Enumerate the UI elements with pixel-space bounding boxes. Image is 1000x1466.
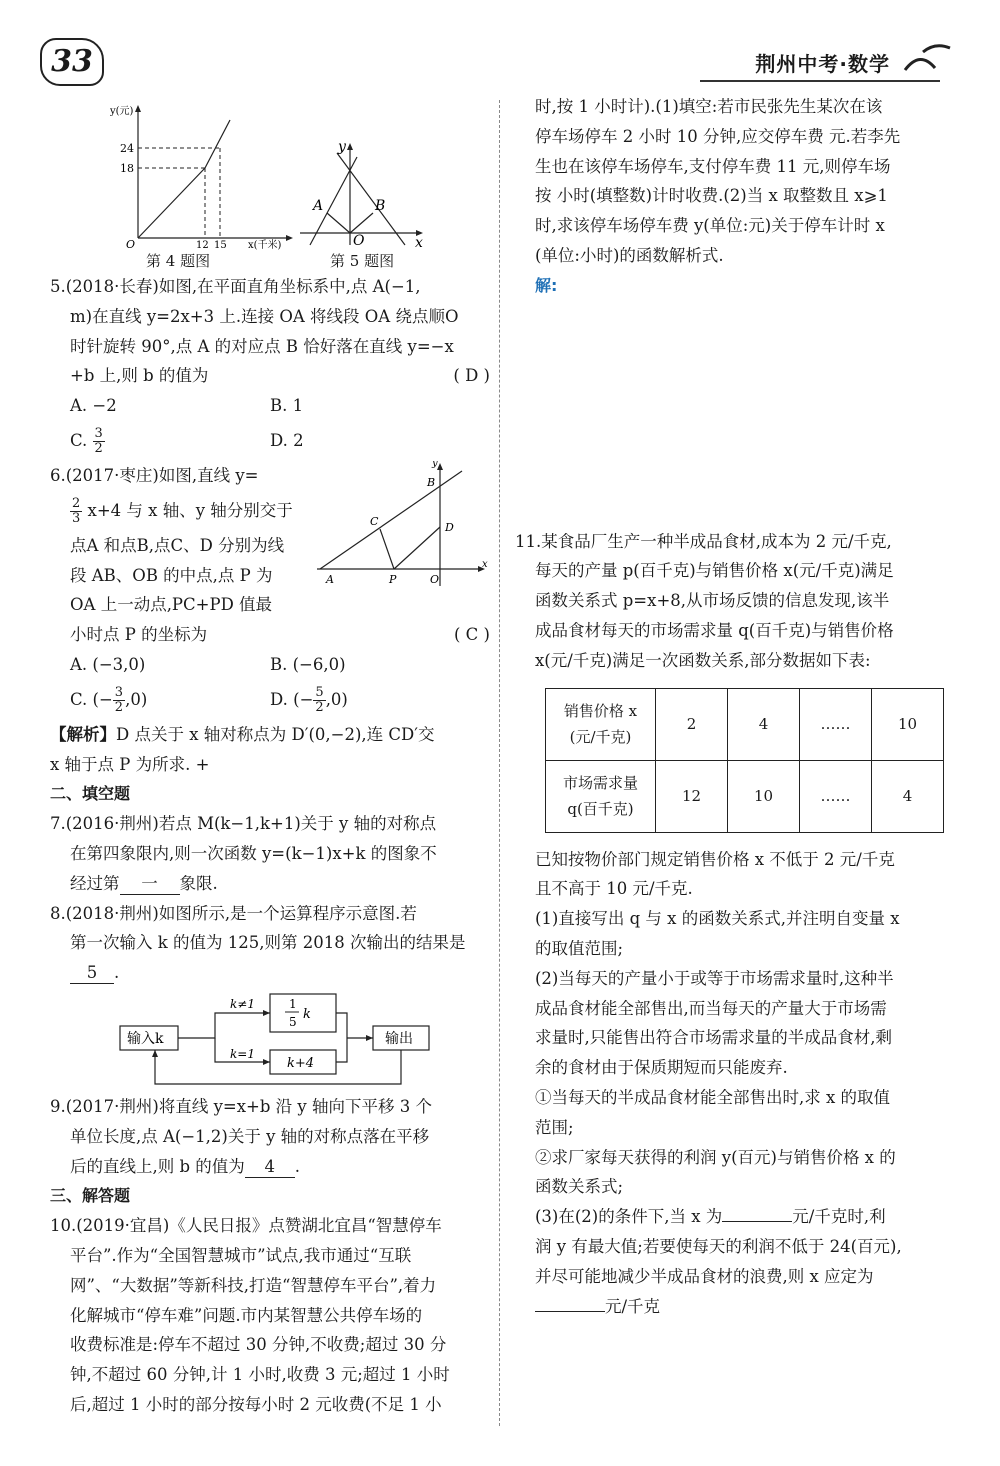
q10-right-line-2: 停车场停车 2 小时 10 分钟,应交停车费 元.若李先 <box>535 126 901 146</box>
q10-line-3: 网”、“大数据”等新科技,打造“智慧停车平台”,着力 <box>70 1275 437 1295</box>
fig4-x-tick-15: 15 <box>214 240 227 250</box>
q11-q3-line-2: 润 y 有最大值;若要使每天的利润不低于 24(百元), <box>535 1236 902 1256</box>
q6-line-2: $\frac{2}{3}$ x+4 与 x 轴、y 轴分别交于 <box>72 495 293 526</box>
q6-option-a: A. (−3,0) <box>70 654 146 674</box>
fig8-cond-neq: k≠1 <box>230 996 255 1011</box>
figure-6 <box>312 461 492 601</box>
table-cell: …… <box>800 688 872 760</box>
q5-line-1: 5.(2018·长春)如图,在平面直角坐标系中,点 A(−1, <box>50 277 421 296</box>
q10-right-line-1: 时,按 1 小时计).(1)填空:若市民张先生某次在该 <box>535 97 883 116</box>
fig8-box1-num: 1 <box>289 996 297 1011</box>
fig6-point-d: D <box>445 520 454 534</box>
q11-q3-line-4: 元/千克 <box>515 1292 955 1322</box>
q11-after-8: 余的食材由于保质期短而只能废弃. <box>535 1058 788 1078</box>
question-11 <box>515 527 955 1322</box>
fig8-input-box: 输入k <box>127 1030 164 1047</box>
fig5-y-label: y <box>338 139 346 155</box>
q7-answer: 一 <box>120 874 180 895</box>
bird-icon <box>895 40 955 80</box>
fig4-caption: 第 4 题图 <box>146 252 211 270</box>
fig6-y-label: y <box>432 460 438 469</box>
question-9 <box>50 1092 490 1181</box>
right-column <box>515 92 955 1321</box>
q5-option-c-fraction: $\frac{3}{2}$ <box>94 425 103 456</box>
q5-line-3: 时针旋转 90°,点 A 的对应点 B 恰好落在直线 y=−x <box>70 336 454 356</box>
q10-answer-space[interactable] <box>515 301 955 527</box>
fig8-output-box: 输出 <box>385 1030 413 1047</box>
q11-after-10: 范围; <box>535 1117 574 1137</box>
q5-line-2: m)在直线 y=2x+3 上.连接 OA 将线段 OA 绕点顺O <box>70 306 459 326</box>
header-title: 荆州中考·数学 <box>755 52 890 76</box>
table-cell: …… <box>800 760 872 832</box>
q5-option-d: D. 2 <box>270 430 304 450</box>
question-5 <box>50 272 490 461</box>
q11-after-6: 成品食材能全部售出,而当每天的产量大于市场需 <box>535 998 887 1018</box>
q6-line-6-text: 小时点 P 的坐标为 <box>70 625 208 645</box>
q11-after-1: 已知按物价部门规定销售价格 x 不低于 2 元/千克 <box>535 849 895 869</box>
q7-line-1: 7.(2016·荆州)若点 M(k−1,k+1)关于 y 轴的对称点 <box>50 814 437 834</box>
q6-option-d: D. (− $\frac{5}{2}$ ,0) <box>270 684 348 715</box>
q11-line-3: 函数关系式 p=x+8,从市场反馈的信息发现,该半 <box>535 591 890 611</box>
fig6-x-label: x <box>482 558 488 570</box>
fig5-origin: O <box>353 233 365 249</box>
column-divider <box>499 100 500 1426</box>
fig8-box2: k+4 <box>287 1055 315 1071</box>
q5-options-row-2 <box>50 421 490 461</box>
q11-after-3: (1)直接写出 q 与 x 的函数关系式,并注明自变量 x <box>535 909 900 929</box>
q10-line-7: 后,超过 1 小时的部分按每小时 2 元收费(不足 1 小 <box>70 1394 442 1414</box>
q6-analysis-line-1: 【解析】D 点关于 x 轴对称点为 D′(0,−2),连 CD′交 <box>50 724 435 744</box>
q8-answer: 5 <box>70 963 114 984</box>
question-7 <box>50 809 490 898</box>
q6-line-6 <box>50 620 490 650</box>
fig8-cond-eq: k=1 <box>230 1046 255 1061</box>
fig6-point-p: P <box>389 572 397 586</box>
fig6-origin: O <box>430 572 440 586</box>
table-cell: 12 <box>656 760 728 832</box>
fig8-box1-den: 5 <box>289 1014 297 1029</box>
q6-option-b: B. (−6,0) <box>270 654 346 674</box>
q6-line-4: 段 AB、OB 的中点,点 P 为 <box>70 565 273 585</box>
q11-q3-blank-1[interactable] <box>722 1221 792 1222</box>
question-10-left <box>50 1211 490 1420</box>
q9-line-3: 后的直线上,则 b 的值为 4 . <box>70 1156 301 1176</box>
fig6-point-b: B <box>427 475 436 489</box>
q11-after-2: 且不高于 10 元/千克. <box>535 879 693 899</box>
q8-line-1: 8.(2018·荆州)如图所示,是一个运算程序示意图.若 <box>50 903 417 923</box>
table-cell: 2 <box>656 688 728 760</box>
q5-option-b: B. 1 <box>270 396 304 416</box>
q11-line-1: 11.某食品厂生产一种半成品食材,成本为 2 元/千克, <box>515 531 892 551</box>
q6-line-3: 点A 和点B,点C、D 分别为线 <box>70 535 285 555</box>
q11-data-table <box>545 688 944 833</box>
table-cell: 10 <box>728 760 800 832</box>
q6-line-1: 6.(2017·枣庄)如图,直线 y= <box>50 465 259 485</box>
table-row-header-demand: 市场需求量 q(百千克) <box>546 760 656 832</box>
q6-fraction: $\frac{2}{3}$ <box>72 495 81 526</box>
q10-solution-label: 解: <box>535 275 558 295</box>
fig4-y-tick-18: 18 <box>120 162 134 175</box>
fig8-box1-var: k <box>303 1006 311 1022</box>
q7-line-2: 在第四象限内,则一次函数 y=(k−1)x+k 的图象不 <box>70 843 437 863</box>
q11-q3-line-3: 并尽可能地减少半成品食材的浪费,则 x 应定为 <box>535 1266 874 1286</box>
table-cell: 4 <box>872 760 944 832</box>
q11-after-12: 函数关系式; <box>535 1177 624 1197</box>
q6-options-row-1 <box>50 650 490 680</box>
fig5-point-a: A <box>313 198 324 214</box>
q10-line-1: 10.(2019·宜昌)《人民日报》点赞湖北宜昌“智慧停车 <box>50 1216 442 1236</box>
header-rule <box>700 80 940 82</box>
q5-options-row-1 <box>50 391 490 421</box>
q11-q3-line-1: (3)在(2)的条件下,当 x 为 元/千克时,利 <box>535 1207 886 1227</box>
q9-line-1: 9.(2017·荆州)将直线 y=x+b 沿 y 轴向下平移 3 个 <box>50 1096 432 1116</box>
left-column <box>50 100 490 1420</box>
fig4-y-tick-24: 24 <box>120 142 134 155</box>
q11-q3-blank-2[interactable] <box>535 1311 605 1312</box>
q10-line-5: 收费标准是:停车不超过 30 分钟,不收费;超过 30 分 <box>70 1335 447 1355</box>
fig4-x-label: x(千米) <box>248 240 282 250</box>
question-8 <box>50 899 490 1092</box>
fig6-point-c: C <box>370 514 379 528</box>
q5-option-c: C. $\frac{3}{2}$ <box>70 425 103 456</box>
q8-line-3: 5 . <box>50 958 490 988</box>
q5-line-4 <box>50 361 490 391</box>
fig5-x-label: x <box>415 235 423 250</box>
q9-answer: 4 <box>245 1157 295 1178</box>
fig4-y-label: y(元) <box>110 106 134 117</box>
q6-option-c: C. (− $\frac{3}{2}$ ,0) <box>70 684 148 715</box>
q10-right-line-5: 时,求该停车场停车费 y(单位:元)关于停车计时 x <box>535 216 885 236</box>
q6-options-row-2 <box>50 680 490 720</box>
question-10-right <box>515 92 955 527</box>
page-number: 33 <box>40 38 104 86</box>
q11-line-2: 每天的产量 p(百千克)与销售价格 x(元/千克)满足 <box>535 561 894 581</box>
section-solve: 三、解答题 <box>50 1186 131 1206</box>
table-row <box>546 688 944 760</box>
figure-4 <box>110 100 300 250</box>
q10-right-line-3: 生也在该停车场停车,支付停车费 11 元,则停车场 <box>535 156 891 176</box>
q9-line-2: 单位长度,点 A(−1,2)关于 y 轴的对称点落在平移 <box>70 1126 430 1146</box>
table-cell: 10 <box>872 688 944 760</box>
q5-answer: ( D ) <box>453 366 490 386</box>
q11-after-9: ①当每天的半成品食材能全部售出时,求 x 的取值 <box>535 1087 891 1107</box>
table-row-header-price: 销售价格 x (元/千克) <box>546 688 656 760</box>
figure-5 <box>295 135 445 250</box>
q10-line-4: 化解城市“停车难”问题.市内某智慧公共停车场的 <box>70 1305 423 1325</box>
section-fill-blank: 二、填空题 <box>50 784 131 804</box>
q11-after-5: (2)当每天的产量小于或等于市场需求量时,这种半 <box>535 968 894 988</box>
q11-line-5: x(元/千克)满足一次函数关系,部分数据如下表: <box>535 650 871 670</box>
q11-after-4: 的取值范围; <box>535 938 624 958</box>
table-row <box>546 760 944 832</box>
fig4-origin: O <box>126 238 136 250</box>
q10-line-6: 钟,不超过 60 分钟,计 1 小时,收费 3 元;超过 1 小时 <box>70 1365 450 1385</box>
q7-line-3: 经过第 一 象限. <box>70 873 218 893</box>
q11-line-4: 成品食材每天的市场需求量 q(百千克)与销售价格 <box>535 620 894 640</box>
q11-after-11: ②求厂家每天获得的利润 y(百元)与销售价格 x 的 <box>535 1147 896 1167</box>
q10-solution <box>515 271 955 301</box>
figures-row <box>50 100 490 272</box>
q5-line-4-text: +b 上,则 b 的值为 <box>70 366 209 386</box>
q6-line-5: OA 上一动点,PC+PD 值最 <box>70 595 273 615</box>
q11-after-7: 求量时,只能售出符合市场需求量的半成品食材,剩 <box>535 1028 892 1048</box>
q6-answer: ( C ) <box>454 625 490 645</box>
table-cell: 4 <box>728 688 800 760</box>
q10-line-2: 平台”.作为“全国智慧城市”试点,我市通过“互联 <box>70 1245 412 1265</box>
fig5-point-b: B <box>375 198 386 214</box>
q8-line-2: 第一次输入 k 的值为 125,则第 2018 次输出的结果是 <box>70 933 466 953</box>
figure-8-flowchart <box>115 988 435 1088</box>
q10-right-line-4: 按 小时(填整数)计时收费.(2)当 x 取整数且 x⩾1 <box>535 186 888 206</box>
fig4-x-tick-12: 12 <box>196 240 209 250</box>
fig6-point-a: A <box>326 572 334 586</box>
q5-option-a: A. −2 <box>70 396 117 416</box>
fig5-caption: 第 5 题图 <box>330 252 395 270</box>
question-6 <box>50 461 490 779</box>
q6-analysis-line-2: x 轴于点 P 为所求. + <box>50 754 210 774</box>
q10-right-line-6: (单位:小时)的函数解析式. <box>535 245 724 265</box>
q6-analysis-tag: 【解析】 <box>50 724 116 744</box>
